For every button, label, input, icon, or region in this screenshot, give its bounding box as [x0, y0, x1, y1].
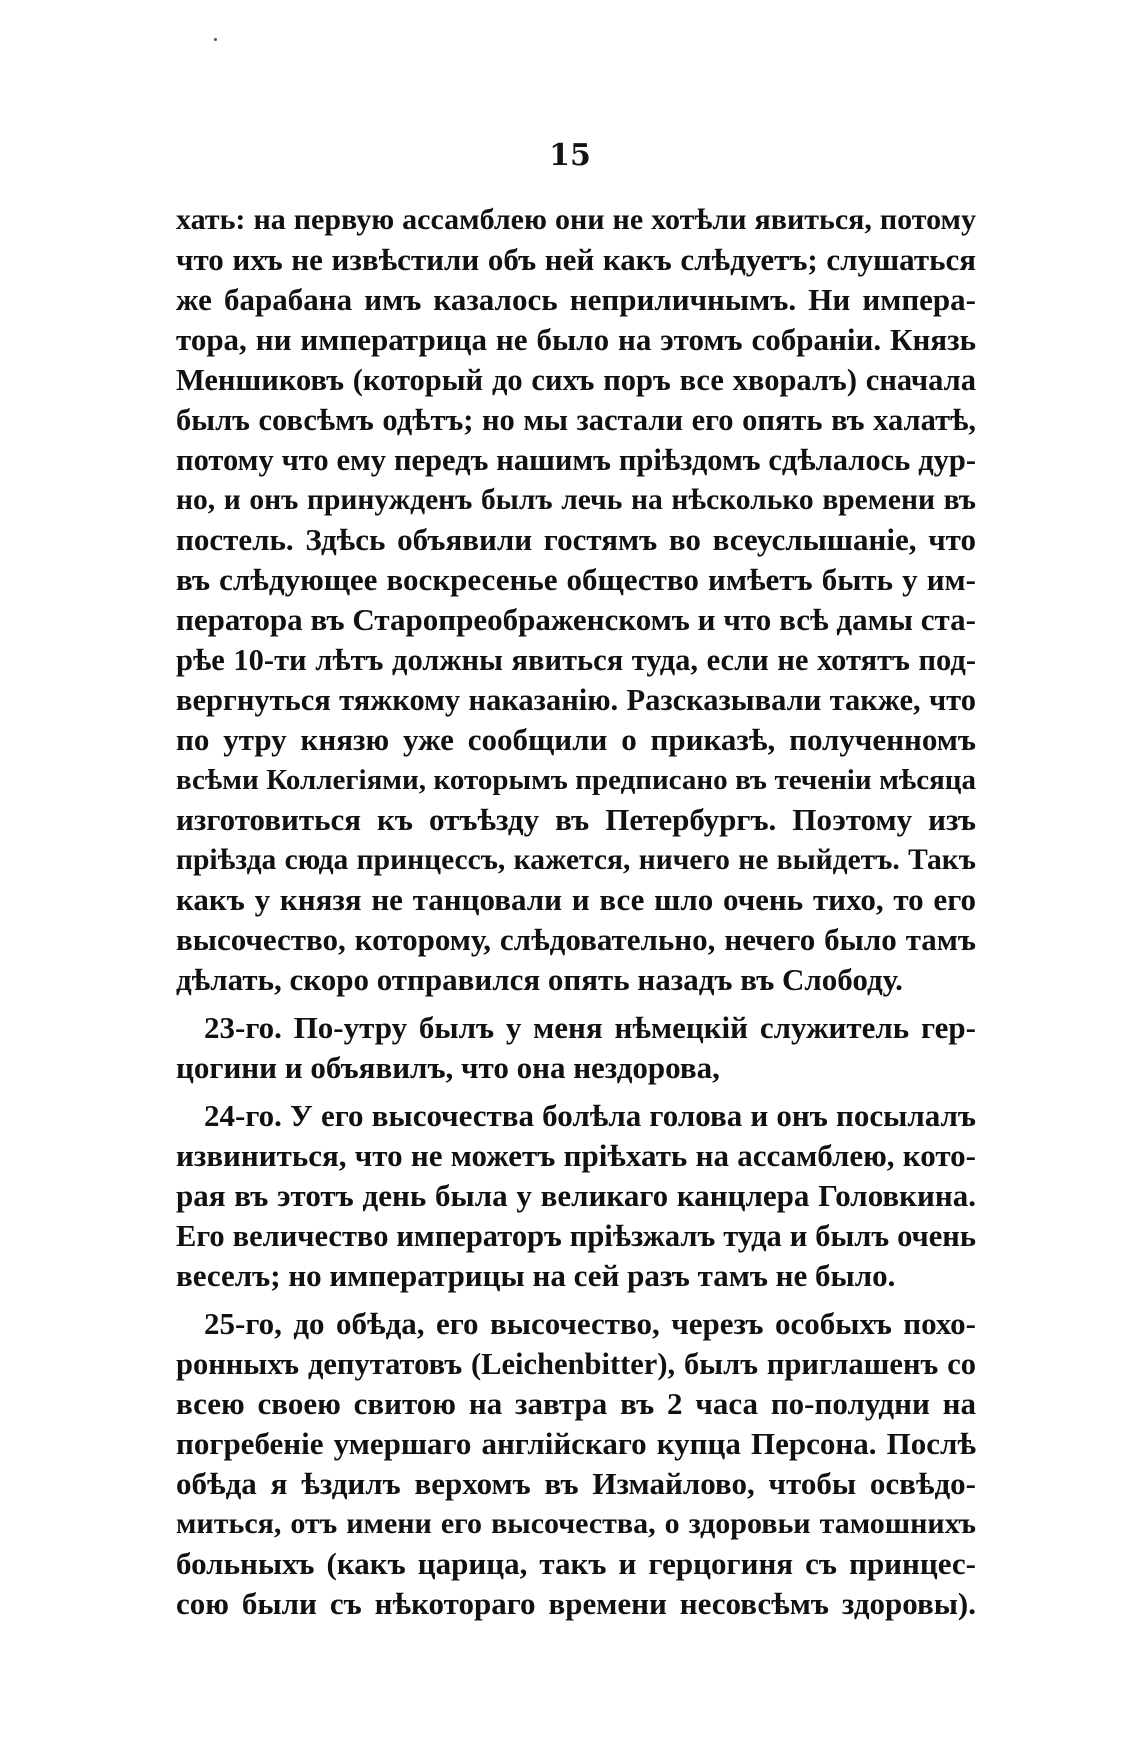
paragraph-4: [176, 1304, 976, 1624]
page-number: 15: [549, 138, 591, 173]
text-line: ператора въ Старопреображенскомъ и что всѣ дамы ста-: [176, 602, 976, 637]
body-text: [176, 200, 976, 1624]
text-line: дѣлать, скоро отправился опять назадъ въ Слободу.: [176, 962, 903, 997]
text-line: Меншиковъ (который до сихъ поръ все хворалъ) сначала: [176, 363, 976, 397]
text-line: же барабана имъ казалось неприличнымъ. Ни импера-: [176, 282, 976, 317]
text-line: сою были съ нѣкотораго времени несовсѣмъ здоровы).: [176, 1586, 976, 1621]
paragraph-2: [176, 1008, 976, 1088]
text-line: хать: на первую ассамблею они не хотѣли явиться, потому: [176, 203, 976, 236]
text-line: какъ у князя не танцовали и все шло очень тихо, то его: [176, 882, 976, 917]
text-line: больныхъ (какъ царица, такъ и герцогиня съ принцес-: [176, 1546, 976, 1581]
text-line: потому что ему передъ нашимъ пріѣздомъ сдѣлалось дур-: [176, 443, 976, 477]
text-line: погребеніе умершаго англійскаго купца Персона. Послѣ: [176, 1426, 976, 1461]
text-line: 24-го. У его высочества болѣла голова и онъ посылалъ: [204, 1098, 976, 1133]
text-line: цогини и объявилъ, что она нездорова,: [176, 1050, 720, 1085]
text-line: въ слѣдующее воскресенье общество имѣетъ быть у им-: [176, 562, 976, 597]
text-line: веселъ; но императрицы на сей разъ тамъ не было.: [176, 1258, 896, 1293]
text-line: пріѣзда сюда принцессъ, кажется, ничего не выйдетъ. Такъ: [176, 844, 976, 876]
text-line: обѣда я ѣздилъ верхомъ въ Измайлово, чтобы освѣдо-: [176, 1466, 976, 1501]
paragraph-1: [176, 200, 976, 1000]
text-line: что ихъ не извѣстили объ ней какъ слѣдуетъ; слушаться: [176, 242, 976, 277]
text-line: 23-го. По-утру былъ у меня нѣмецкій служитель гер-: [204, 1010, 976, 1045]
text-line: высочество, которому, слѣдовательно, нечего было тамъ: [176, 922, 976, 957]
text-line: всею своею свитою на завтра въ 2 часа по-полудни на: [176, 1386, 976, 1421]
print-speck: [214, 38, 217, 41]
text-line: миться, отъ имени его высочества, о здоровьи тамошнихъ: [176, 1507, 976, 1540]
text-line: тора, ни императрица не было на этомъ собраніи. Князь: [176, 322, 976, 357]
text-line: рая въ этотъ день была у великаго канцлера Головкина.: [176, 1178, 976, 1213]
text-line: постель. Здѣсь объявили гостямъ во всеуслышаніе, что: [176, 522, 976, 557]
text-line: рѣе 10-ти лѣтъ должны явиться туда, если не хотятъ под-: [176, 643, 976, 677]
paragraph-3: [176, 1096, 976, 1296]
text-line: изготовиться къ отъѣзду въ Петербургъ. Поэтому изъ: [176, 802, 976, 837]
text-line: Его величество императоръ пріѣзжалъ туда и былъ очень: [176, 1219, 976, 1253]
text-line: по утру князю уже сообщили о приказѣ, полученномъ: [176, 722, 976, 757]
text-line: извиниться, что не можетъ пріѣхать на ассамблею, кото-: [176, 1138, 976, 1173]
text-line: 25-го, до обѣда, его высочество, черезъ особыхъ похо-: [204, 1306, 976, 1341]
text-line: былъ совсѣмъ одѣтъ; но мы застали его опять въ халатѣ,: [176, 403, 976, 437]
text-line: но, и онъ принужденъ былъ лечь на нѣсколько времени въ: [176, 484, 976, 516]
text-line: ронныхъ депутатовъ (Leichenbitter), былъ приглашенъ со: [176, 1347, 976, 1381]
text-line: всѣми Коллегіями, которымъ предписано въ теченіи мѣсяца: [176, 764, 976, 796]
text-line: вергнуться тяжкому наказанію. Разсказывали также, что: [176, 683, 976, 717]
